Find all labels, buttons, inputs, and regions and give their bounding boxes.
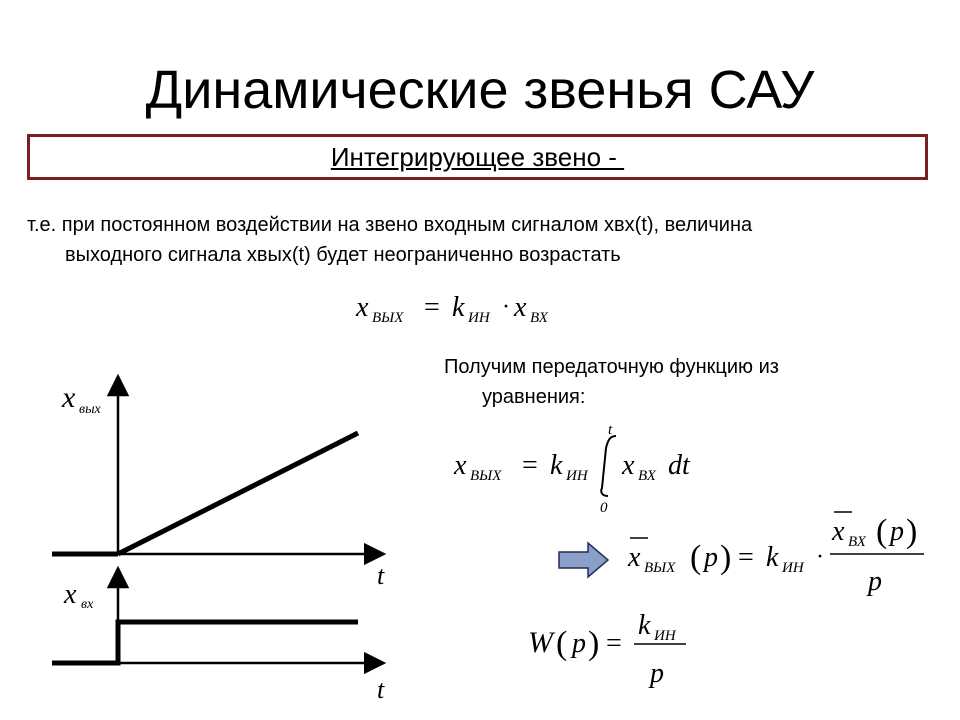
- svg-text:ВХ: ВХ: [638, 468, 656, 484]
- svg-text:x: x: [832, 516, 845, 547]
- svg-text:k: k: [638, 610, 651, 641]
- svg-text:dt: dt: [668, 450, 690, 481]
- description-line-2: выходного сигнала хвых(t) будет неограниченно возрастать: [65, 244, 621, 266]
- intro-line-1: Получим передаточную функцию из: [444, 356, 779, 378]
- svg-text:ИН: ИН: [782, 560, 804, 576]
- intro-line-2: уравнения:: [482, 386, 586, 408]
- subtitle: [27, 134, 928, 180]
- lower-y-sub: вх: [81, 597, 94, 612]
- svg-text:x: x: [356, 292, 369, 323]
- upper-y-sub: вых: [79, 402, 101, 417]
- svg-text:p: p: [868, 566, 882, 597]
- svg-text:p: p: [650, 658, 664, 689]
- formula-transfer-function: [524, 608, 724, 708]
- svg-text:p: p: [704, 542, 718, 573]
- svg-text:=: =: [606, 628, 622, 659]
- formula-proportional: [350, 284, 590, 330]
- integral-sign: [601, 436, 616, 496]
- slide-title: Динамические звенья САУ: [145, 60, 815, 120]
- svg-text:): ): [906, 513, 918, 550]
- svg-text:=: =: [738, 542, 754, 573]
- lower-y-label: x: [64, 579, 77, 610]
- upper-y-label: x: [62, 381, 76, 414]
- svg-text:): ): [720, 539, 732, 576]
- svg-text:ИН: ИН: [566, 468, 588, 484]
- svg-text:k: k: [766, 542, 779, 573]
- output-ramp-line: [118, 433, 358, 554]
- svg-text:ВЫХ: ВЫХ: [470, 468, 502, 484]
- svg-text:x: x: [628, 542, 641, 573]
- subtitle-text: Интегрирующее звено -: [330, 142, 625, 172]
- svg-text:ВЫХ: ВЫХ: [644, 560, 676, 576]
- svg-text:x: x: [454, 450, 467, 481]
- svg-text:(: (: [876, 513, 888, 550]
- svg-text:0: 0: [600, 500, 608, 516]
- description-line-1: т.е. при постоянном воздействии на звено входным сигналом хвх(t), величина: [27, 214, 753, 236]
- lower-x-label: t: [377, 675, 385, 704]
- svg-text:x: x: [622, 450, 635, 481]
- svg-text:·: ·: [816, 544, 824, 570]
- formula-integral: [446, 418, 716, 518]
- svg-text:): ): [588, 625, 600, 662]
- input-step-line: [52, 622, 358, 663]
- svg-text:k: k: [452, 292, 465, 323]
- formula-laplace: [620, 504, 940, 604]
- svg-text:p: p: [890, 516, 904, 547]
- svg-text:ВХ: ВХ: [530, 310, 548, 326]
- svg-text:W: W: [528, 626, 553, 659]
- svg-text:(: (: [556, 625, 568, 662]
- svg-text:=: =: [424, 292, 440, 323]
- step-response-graphs: [0, 360, 420, 720]
- transfer-function-intro: [444, 352, 904, 412]
- svg-text:k: k: [550, 450, 563, 481]
- svg-text:t: t: [608, 422, 613, 438]
- svg-text:·: ·: [502, 294, 510, 320]
- svg-text:ИН: ИН: [654, 628, 676, 644]
- svg-text:ВХ: ВХ: [848, 534, 866, 550]
- svg-text:ВЫХ: ВЫХ: [372, 310, 404, 326]
- description-paragraph: [27, 210, 927, 270]
- upper-x-label: t: [377, 561, 385, 590]
- svg-text:ИН: ИН: [468, 310, 490, 326]
- svg-text:=: =: [522, 450, 538, 481]
- svg-text:p: p: [572, 628, 586, 659]
- svg-text:(: (: [690, 539, 702, 576]
- svg-text:x: x: [514, 292, 527, 323]
- implication-arrow: [556, 540, 612, 580]
